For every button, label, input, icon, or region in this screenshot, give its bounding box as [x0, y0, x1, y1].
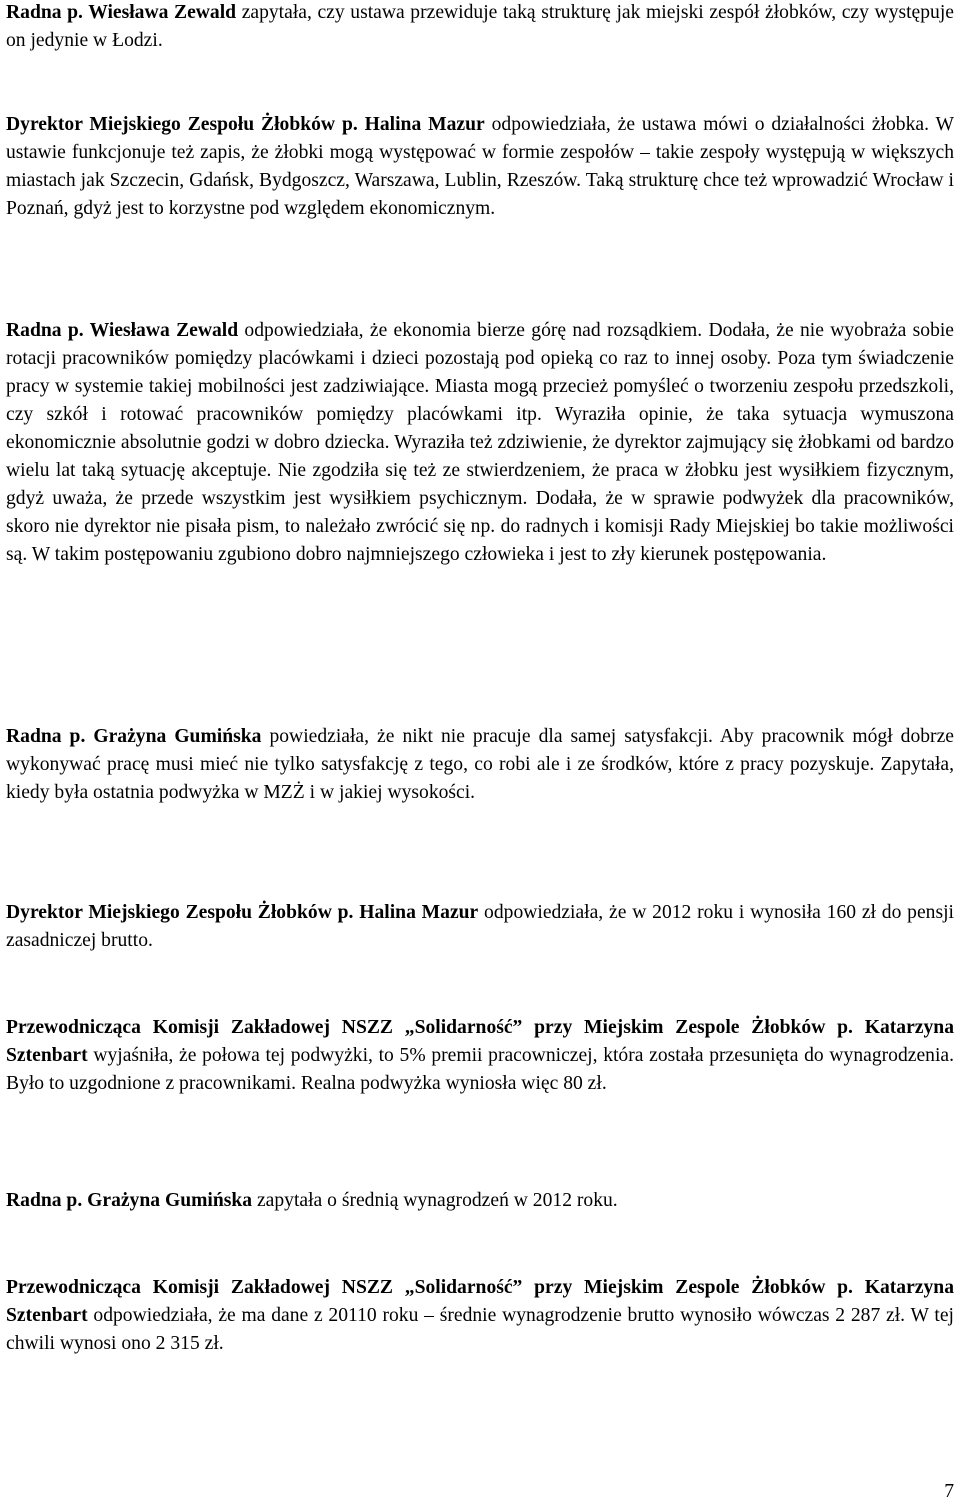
paragraph-text: powiedziała, że nikt nie pracuje dla samej satysfakcji. Aby pracownik mógł dobrze wykonywać pracę musi mieć nie tylko satysfakcję z tego, co robi ale i ze środków, które z pracy pozyskuje. Zapytała, kiedy była ostatnia podwyżka w MZŻ i w jakiej wysokości. [6, 726, 954, 803]
page-number: 7 [944, 1481, 954, 1502]
speaker-name: Radna p. Wiesława Zewald [6, 320, 239, 341]
paragraph-text: zapytała o średnią wynagrodzeń w 2012 roku. [252, 1190, 618, 1211]
paragraph-text: odpowiedziała, że w 2012 roku i wynosiła 160 zł do pensji zasadniczej brutto. [6, 902, 954, 951]
speaker-name: Przewodnicząca Komisji Zakładowej NSZZ „Solidarność” przy Miejskim Zespole Żłobków p. Katarzyna Sztenbart [6, 1277, 954, 1326]
paragraph-text: zapytała, czy ustawa przewiduje taką strukturę jak miejski zespół żłobków, czy występuje on jedynie w Łodzi. [6, 2, 954, 51]
paragraph [6, 317, 954, 569]
speaker-name: Dyrektor Miejskiego Zespołu Żłobków p. Halina Mazur [6, 902, 479, 923]
paragraph-text: odpowiedziała, że ma dane z 20110 roku – średnie wynagrodzenie brutto wynosiło wówczas 2 287 zł. W tej chwili wynosi ono 2 315 zł. [6, 1305, 954, 1354]
paragraph [6, 1187, 954, 1215]
paragraph [6, 723, 954, 807]
paragraph-text: odpowiedziała, że ekonomia bierze górę nad rozsądkiem. Dodała, że nie wyobraża sobie rotacji pracowników pomiędzy placówkami i dzieci pozostają pod opieką co raz to innej osoby. Poza tym świadczenie pracy w systemie takiej mobilności jest zadziwiające. Miasta mogą przecież pomyśleć o tworzeniu zespołu przedszkoli, czy szkół i rotować pracowników pomiędzy placówkami itp. Wyraziła opinie, że taka sytuacja wymuszona ekonomicznie absolutnie godzi w dobro dziecka. Wyraziła też zdziwienie, że dyrektor zajmujący się żłobkami od bardzo wielu lat taką sytuację akceptuje. Nie zgodziła się też ze stwierdzeniem, że praca w żłobku jest wysiłkiem fizycznym, gdyż uważa, że przede wszystkim jest wysiłkiem psychicznym. Dodała, że w sprawie podwyżek dla pracowników, skoro nie dyrektor nie pisała pism, to należało zwrócić się np. do radnych i komisji Rady Miejskiej bo takie możliwości są. W takim postępowaniu zgubiono dobro najmniejszego człowieka i jest to zły kierunek postępowania. [6, 320, 955, 565]
paragraph [6, 1274, 954, 1358]
paragraph-text: wyjaśniła, że połowa tej podwyżki, to 5% premii pracowniczej, która została przesunięta do wynagrodzenia. Było to uzgodnione z pracownikami. Realna podwyżka wyniosła więc 80 zł. [6, 1045, 954, 1094]
speaker-name: Radna p. Wiesława Zewald [6, 2, 237, 23]
speaker-name: Radna p. Grażyna Gumińska [6, 726, 262, 747]
paragraph [6, 899, 954, 955]
speaker-name: Radna p. Grażyna Gumińska [6, 1190, 253, 1211]
paragraph-text: odpowiedziała, że ustawa mówi o działalności żłobka. W ustawie funkcjonuje też zapis, że żłobki mogą występować w formie zespołów – takie zespoły występują w większych miastach jak Szczecin, Gdańsk, Bydgoszcz, Warszawa, Lublin, Rzeszów. Taką strukturę chce też wprowadzić Wrocław i Poznań, gdyż jest to korzystne pod względem ekonomicznym. [6, 114, 954, 219]
paragraph [6, 0, 954, 55]
speaker-name: Przewodnicząca Komisji Zakładowej NSZZ „Solidarność” przy Miejskim Zespole Żłobków p. Katarzyna Sztenbart [6, 1017, 954, 1066]
paragraph [6, 1014, 954, 1098]
speaker-name: Dyrektor Miejskiego Zespołu Żłobków p. Halina Mazur [6, 114, 485, 135]
paragraph [6, 111, 954, 223]
